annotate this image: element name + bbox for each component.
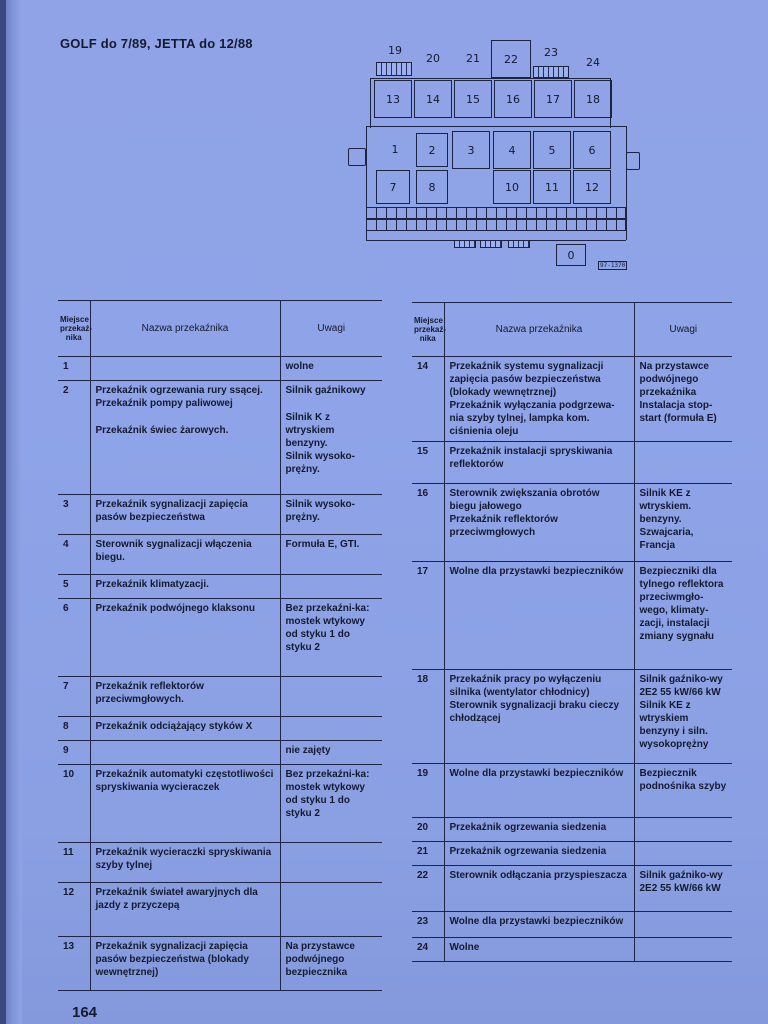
slot-label-23: 23 bbox=[544, 46, 558, 59]
relay-position: 12 bbox=[58, 883, 90, 937]
slot-3: 3 bbox=[452, 131, 490, 169]
fuse-holder-19 bbox=[376, 62, 412, 76]
cell-line: Instalacja stop-start (formuła E) bbox=[639, 400, 717, 424]
left-mount-pin bbox=[348, 148, 366, 166]
fuse-box-diagram bbox=[340, 40, 640, 275]
relay-position: 4 bbox=[58, 535, 90, 575]
cell-line: Sterownik sygnalizacji braku cieczy chłodzącej bbox=[449, 700, 620, 724]
relay-name: Wolne bbox=[444, 938, 634, 962]
slot-6: 6 bbox=[573, 131, 611, 169]
relay-name: Przekaźnik podwójnego klaksonu bbox=[90, 599, 280, 677]
table-row bbox=[412, 357, 732, 442]
header-place: Miejsce przekaź-nika bbox=[58, 301, 90, 357]
table-row bbox=[412, 818, 732, 842]
cell-line: Przekaźnik wyłączania podgrzewa-nia szyby tylnej, lampka kom. ciśnienia oleju bbox=[449, 400, 615, 437]
slot-22: 22 bbox=[491, 40, 531, 78]
small-fuse-3 bbox=[508, 240, 530, 248]
box-outline-left bbox=[370, 78, 371, 128]
relay-name: Przekaźnik sygnalizacji zapięcia pasów bezpieczeństwa bbox=[90, 495, 280, 535]
cell-line bbox=[286, 397, 378, 411]
cell-line bbox=[96, 410, 275, 424]
header-name: Nazwa przekaźnika bbox=[444, 303, 634, 357]
cell-line: Sterownik zwiększania obrotów biegu jałowego bbox=[449, 488, 600, 512]
relay-position: 21 bbox=[412, 842, 444, 866]
cell-line: Silnik KE z wtryskiem benzyny i siln. wysokoprężny bbox=[639, 700, 709, 750]
relay-name: Przekaźnik instalacji spryskiwania reflektorów bbox=[444, 442, 634, 484]
cell-line: Przekaźnik świec żarowych. bbox=[95, 425, 229, 436]
cell-line: Silnik wysoko-prężny. bbox=[285, 451, 355, 475]
relay-note bbox=[280, 717, 382, 741]
relay-position: 2 bbox=[58, 381, 90, 495]
table-row bbox=[412, 670, 732, 764]
relay-note bbox=[634, 912, 732, 938]
table-row bbox=[412, 562, 732, 670]
table-row bbox=[412, 866, 732, 912]
relay-name: Wolne dla przystawki bezpieczników bbox=[444, 764, 634, 818]
relay-position: 7 bbox=[58, 677, 90, 717]
relay-name: Wolne dla przystawki bezpieczników bbox=[444, 912, 634, 938]
header-notes: Uwagi bbox=[634, 303, 732, 357]
table-row bbox=[412, 938, 732, 962]
slot-0: 0 bbox=[556, 244, 586, 266]
cell-line: Przekaźnik reflektorów przeciwmgłowych bbox=[449, 514, 558, 538]
relay-note bbox=[634, 818, 732, 842]
relay-name bbox=[90, 357, 280, 381]
table-row bbox=[412, 764, 732, 818]
fuse-holder-23 bbox=[533, 66, 569, 78]
relay-position: 19 bbox=[412, 764, 444, 818]
header-notes: Uwagi bbox=[280, 301, 382, 357]
relay-position: 18 bbox=[412, 670, 444, 764]
relay-position: 20 bbox=[412, 818, 444, 842]
relay-name: Sterownik odłączania przyspieszacza bbox=[444, 866, 634, 912]
relay-name: Przekaźnik odciążający styków X bbox=[90, 717, 280, 741]
relay-note bbox=[280, 843, 382, 883]
cell-line: Przekaźnik pracy po wyłączeniu silnika (wentylator chłodnicy) bbox=[449, 674, 602, 698]
relay-position: 22 bbox=[412, 866, 444, 912]
relay-note bbox=[280, 883, 382, 937]
table-row bbox=[412, 484, 732, 562]
table-row bbox=[58, 677, 382, 717]
relay-note bbox=[634, 442, 732, 484]
cell-line: Silnik gaźnikowy bbox=[285, 385, 366, 396]
main-body-top bbox=[366, 126, 626, 127]
diagram-reference-code: 97-1370 bbox=[600, 262, 626, 269]
cell-line: Silnik gaźniko-wy 2E2 55 kW/66 kW bbox=[639, 674, 723, 698]
relay-position: 14 bbox=[412, 357, 444, 442]
relay-note: Na przystawce podwójnego bezpiecznika bbox=[280, 937, 382, 991]
relay-name bbox=[90, 741, 280, 765]
slot-17: 17 bbox=[534, 80, 572, 118]
relay-position: 11 bbox=[58, 843, 90, 883]
slot-8: 8 bbox=[416, 170, 448, 204]
table-row bbox=[412, 842, 732, 866]
table-row bbox=[58, 741, 382, 765]
slot-5: 5 bbox=[533, 131, 571, 169]
header-name: Nazwa przekaźnika bbox=[90, 301, 280, 357]
relay-note: Bezpieczniki dla tylnego reflektora przeciwmgło-wego, klimaty-zacji, instalacji zmiany sygnału bbox=[634, 562, 732, 670]
relay-position: 5 bbox=[58, 575, 90, 599]
cell-line: Silnik KE z wtryskiem. benzyny. bbox=[639, 488, 692, 525]
box-outline-top bbox=[370, 78, 610, 79]
slot-16: 16 bbox=[494, 80, 532, 118]
cell-line: Szwajcaria, Francja bbox=[639, 527, 694, 551]
slot-1: 1 bbox=[391, 142, 399, 156]
table-row bbox=[58, 381, 382, 495]
relay-note bbox=[280, 677, 382, 717]
table-row bbox=[58, 717, 382, 741]
slot-2: 2 bbox=[416, 133, 448, 167]
relay-name: Przekaźnik świateł awaryjnych dla jazdy z przyczepą bbox=[90, 883, 280, 937]
relay-note: Bezpiecznik podnośnika szyby bbox=[634, 764, 732, 818]
slot-11: 11 bbox=[533, 170, 571, 204]
relay-note bbox=[280, 575, 382, 599]
relay-name: Przekaźnik wycieraczki spryskiwania szyby tylnej bbox=[90, 843, 280, 883]
relay-position: 15 bbox=[412, 442, 444, 484]
relay-note: Formuła E, GTI. bbox=[280, 535, 382, 575]
relay-name: Przekaźnik automatyki częstotliwości spryskiwania wycieraczek bbox=[90, 765, 280, 843]
relay-note: Bez przekaźni-ka: mostek wtykowy od styku 1 do styku 2 bbox=[280, 765, 382, 843]
table-row bbox=[58, 495, 382, 535]
slot-label-24: 24 bbox=[586, 56, 600, 69]
relay-note bbox=[634, 670, 732, 764]
relay-name: Wolne dla przystawki bezpieczników bbox=[444, 562, 634, 670]
relay-name: Przekaźnik ogrzewania siedzenia bbox=[444, 818, 634, 842]
slot-10: 10 bbox=[493, 170, 531, 204]
table-row bbox=[58, 575, 382, 599]
slot-label-19: 19 bbox=[388, 44, 402, 57]
relay-note bbox=[634, 484, 732, 562]
right-mount-pin bbox=[626, 152, 640, 170]
table-row bbox=[412, 912, 732, 938]
page-title: GOLF do 7/89, JETTA do 12/88 bbox=[60, 36, 253, 51]
relay-name: Przekaźnik ogrzewania siedzenia bbox=[444, 842, 634, 866]
cell-line: Przekaźnik systemu sygnalizacji zapięcia pasów bezpieczeństwa (blokady wewnętrznej) bbox=[449, 361, 604, 398]
relay-position: 13 bbox=[58, 937, 90, 991]
page-number: 164 bbox=[72, 1004, 98, 1021]
cell-line: Silnik K z wtryskiem benzyny. bbox=[285, 412, 335, 449]
relay-note bbox=[634, 842, 732, 866]
fuse-strip bbox=[366, 207, 626, 231]
relay-name bbox=[444, 484, 634, 562]
relay-note bbox=[634, 938, 732, 962]
slot-14: 14 bbox=[414, 80, 452, 118]
relay-note: Silnik gaźniko-wy 2E2 55 kW/66 kW bbox=[634, 866, 732, 912]
relay-note: nie zajęty bbox=[280, 741, 382, 765]
relay-note: Silnik wysoko-prężny. bbox=[280, 495, 382, 535]
relay-table-left bbox=[58, 300, 382, 991]
relay-name bbox=[90, 381, 280, 495]
relay-name: Sterownik sygnalizacji włączenia biegu. bbox=[90, 535, 280, 575]
relay-name: Przekaźnik reflektorów przeciwmgłowych. bbox=[90, 677, 280, 717]
relay-position: 24 bbox=[412, 938, 444, 962]
cell-line: Na przystawce podwójnego przekaźnika bbox=[639, 361, 709, 398]
relay-position: 17 bbox=[412, 562, 444, 670]
relay-note bbox=[634, 357, 732, 442]
table-row bbox=[58, 599, 382, 677]
relay-position: 10 bbox=[58, 765, 90, 843]
page-edge bbox=[0, 0, 6, 1024]
relay-table-right bbox=[412, 302, 732, 962]
slot-13: 13 bbox=[374, 80, 412, 118]
relay-position: 9 bbox=[58, 741, 90, 765]
relay-position: 16 bbox=[412, 484, 444, 562]
main-body-right bbox=[626, 126, 627, 240]
slot-15: 15 bbox=[454, 80, 492, 118]
table-row bbox=[58, 937, 382, 991]
slot-18: 18 bbox=[574, 80, 612, 118]
table-row bbox=[58, 535, 382, 575]
relay-note bbox=[280, 381, 382, 495]
slot-label-20: 20 bbox=[426, 52, 440, 65]
relay-name: Przekaźnik sygnalizacji zapięcia pasów bezpieczeństwa (blokady wewnętrznej) bbox=[90, 937, 280, 991]
slot-4: 4 bbox=[493, 131, 531, 169]
relay-position: 8 bbox=[58, 717, 90, 741]
relay-name bbox=[444, 357, 634, 442]
relay-note: Bez przekaźni-ka: mostek wtykowy od styku 1 do styku 2 bbox=[280, 599, 382, 677]
table-row bbox=[412, 442, 732, 484]
cell-line: Przekaźnik ogrzewania rury ssącej. bbox=[95, 385, 263, 396]
relay-position: 6 bbox=[58, 599, 90, 677]
header-place: Miejsce przekaź-nika bbox=[412, 303, 444, 357]
relay-name: Przekaźnik klimatyzacji. bbox=[90, 575, 280, 599]
small-fuse-1 bbox=[454, 240, 476, 248]
slot-7: 7 bbox=[376, 170, 410, 204]
slot-label-21: 21 bbox=[466, 52, 480, 65]
relay-position: 3 bbox=[58, 495, 90, 535]
relay-position: 23 bbox=[412, 912, 444, 938]
relay-name bbox=[444, 670, 634, 764]
table-row bbox=[58, 357, 382, 381]
table-row bbox=[58, 765, 382, 843]
cell-line: Przekaźnik pompy paliwowej bbox=[95, 398, 233, 409]
small-fuse-2 bbox=[480, 240, 502, 248]
slot-12: 12 bbox=[573, 170, 611, 204]
table-row bbox=[58, 883, 382, 937]
table-row bbox=[58, 843, 382, 883]
relay-note: wolne bbox=[280, 357, 382, 381]
relay-position: 1 bbox=[58, 357, 90, 381]
